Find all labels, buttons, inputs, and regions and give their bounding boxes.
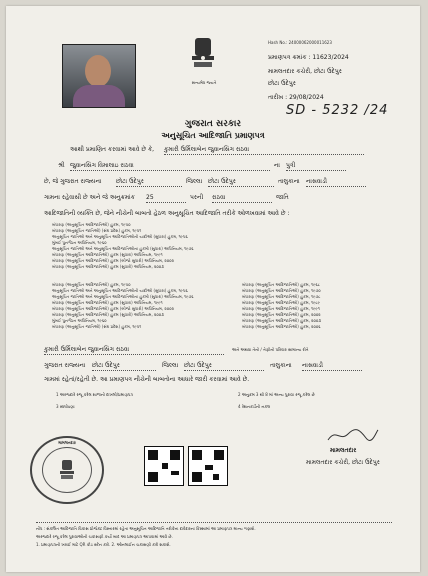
serial-prefix: ગામના રહેવાસી છે અને જે અનુક્રમાંક bbox=[44, 194, 135, 201]
list-item: બંધારણ (અનુસૂચિત આદિજાતિઓ) હુકમ, ૧૯૫૦ bbox=[52, 282, 131, 287]
stamp-text: મામલતદાર bbox=[58, 440, 76, 445]
tribe-suffix: જાતિ bbox=[276, 194, 289, 201]
basis-item: 4 રેશનકાર્ડની નકલ bbox=[238, 404, 271, 409]
family-closing: ગામમાં રહેતાં/રહેતી છે. આ પ્રમાણપત્ર નીચેની બાબતોના આધારે જારી કરવામાં આવે છે. bbox=[44, 376, 250, 383]
taluka-label: તાલુકાના bbox=[278, 178, 300, 185]
signatory-title: મામલતદાર bbox=[330, 447, 357, 454]
stamp-emblem-icon bbox=[58, 459, 76, 481]
district-label: જિલ્લા bbox=[186, 178, 203, 185]
family-district-label: જિલ્લા bbox=[162, 362, 179, 369]
list-item: બંધારણ (અનુસૂચિત આદિજાતિઓ) હુકમ, ૨૦૦૬ bbox=[242, 324, 321, 329]
state-prefix: છે, જે ગુજરાત રાજ્યના bbox=[44, 178, 102, 185]
family-taluka-label: તાલુકાના bbox=[270, 362, 292, 369]
issue-date: 29/08/2024 bbox=[289, 94, 324, 101]
cert-number-label: પ્રમાણપત્ર ક્રમાંક : bbox=[268, 54, 311, 61]
list-item: અનુસૂચિત જાતિઓ અને અનુસૂચિત આદિજાતિઓની યાદીઓ (સુધારા) હુકમ, ૧૯૫૬ bbox=[52, 234, 188, 239]
handwritten-reference: SD - 5232 /24 bbox=[286, 103, 389, 118]
list-item: બંધારણ (અનુસૂચિત જાતિઓ) (સંઘ પ્રદેશ) હુકમ, ૧૯૫૧ bbox=[52, 324, 142, 329]
cert-number-row bbox=[268, 54, 349, 62]
photo-body bbox=[73, 85, 125, 107]
list-intro: આદિજાતિની વ્યક્તિ છે, જેને નીચેની બાબતો હેઠળ અનુસૂચિત આદિજાતિ તરીકે ઓળખવામાં આવે છે : bbox=[44, 210, 290, 217]
serial-number: 25 bbox=[146, 194, 186, 203]
family-state-label: ગુજરાત રાજ્યના bbox=[44, 362, 86, 369]
applicant-photo bbox=[62, 44, 136, 108]
signature-scribble-icon bbox=[326, 426, 380, 444]
list-item: બંધારણ (અનુસૂચિત આદિજાતિઓ) હુકમ (બીજો સુધારો) અધિનિયમ, ૨૦૦૨ bbox=[52, 258, 174, 263]
footer-divider bbox=[36, 522, 392, 523]
village: નાસવાડી bbox=[306, 178, 366, 187]
list-item: બંધારણ (અનુસૂચિત આદિજાતિઓ) હુકમ (સુધારો) અધિનિયમ, ૨૦૦૩ bbox=[52, 264, 164, 269]
relation-label: ના bbox=[274, 162, 280, 169]
family-district: છોટા ઉદેપુર bbox=[184, 362, 264, 371]
list-item: બંધારણ (અનુસૂચિત જાતિઓ) (સંઘ પ્રદેશ) હુકમ, ૧૯૫૧ bbox=[52, 228, 142, 233]
left-order-list-continued bbox=[52, 282, 232, 330]
list-item: બંધારણ (અનુસૂચિત આદિજાતિઓ) હુકમ, ૧૯૭૦ bbox=[242, 288, 321, 293]
issue-date-row bbox=[268, 94, 324, 102]
footer-note: નોંધ : સંકલિત આદિજાતિ વિકાસ પ્રોજેક્ટ વિસ્તારમાં રહેતા અનુસૂચિત આદિજાતિ તરીકેના દાવેદારના કિસ્સામાં આ પ્રમાણપત્ર માન્ય ગણાશે. bbox=[36, 526, 256, 531]
list-item: અનુસૂચિત જાતિઓ અને અનુસૂચિત આદિજાતિઓના હુકમો (સુધારા) અધિનિયમ, ૧૯૭૬ bbox=[52, 246, 194, 251]
basis-item: 1 અરજદારે રજૂ કરેલ શાળાનો દાખલો/પ્રમાણપત્ર bbox=[56, 392, 133, 397]
basis-item: 2 અનુક્રમ 3 થી 8 માં અન્ય પુરાવા રજૂ કરેલ છે bbox=[238, 392, 315, 397]
left-order-list bbox=[52, 222, 232, 270]
certificate-sheet bbox=[6, 6, 420, 572]
issuer-district: છોટા ઉદેપુર bbox=[268, 80, 296, 87]
applicant-name: કુમારી ઉર્મિલાબેન જુવાનસિંગ રાઠવા bbox=[164, 146, 364, 155]
list-item: બંધારણ (અનુસૂચિત આદિજાતિઓ) હુકમ, ૨૦૦૩ bbox=[242, 318, 321, 323]
tribe: રાઠવા bbox=[212, 194, 272, 203]
list-item: અનુસૂચિત જાતિઓ અને અનુસૂચિત આદિજાતિઓની યાદીઓ (સુધારા) હુકમ, ૧૯૫૬ bbox=[52, 288, 188, 293]
taluka-place: છોટા ઉદેપુર bbox=[116, 178, 182, 187]
issuer-office: મામલતદાર કચેરી, છોટા ઉદેપુર bbox=[268, 68, 342, 75]
father-prefix: શ્રી bbox=[58, 162, 65, 169]
list-item: બંધારણ (અનુસૂચિત આદિજાતિઓ) હુકમ (સુધારા) અધિનિયમ, ૧૯૯૧ bbox=[52, 252, 163, 257]
list-item: બંધારણ (અનુસૂચિત આદિજાતિઓ) હુકમ, ૧૯૭૮ bbox=[242, 294, 321, 299]
serial-suffix: પરની bbox=[190, 194, 204, 201]
list-item: બંધારણ (અનુસૂચિત આદિજાતિઓ) હુકમ, ૧૯૫૦ bbox=[52, 222, 131, 227]
stamp-inner-ring bbox=[42, 447, 92, 493]
list-item: બંધારણ (અનુસૂચિત આદિજાતિઓ) હુકમ, ૧૯૬૮ bbox=[242, 282, 320, 287]
family-state-place: છોટા ઉદેપુર bbox=[92, 362, 156, 371]
government-title: ગુજરાત સરકાર bbox=[184, 119, 242, 129]
father-name: જુવાનસિંગ વિમાલાઇ રાઠવા bbox=[70, 162, 270, 171]
issue-date-label: તારીખ : bbox=[268, 94, 288, 101]
list-item: બંધારણ (અનુસૂચિત આદિજાતિઓ) હુકમ, ૧૯૯૧ bbox=[242, 306, 320, 311]
district: છોટા ઉદેપુર bbox=[208, 178, 274, 187]
emblem-caption: સત્યમેવ જયતે bbox=[191, 80, 217, 85]
list-item: અનુસૂચિત જાતિઓ અને અનુસૂચિત આદિજાતિઓના હુકમો (સુધારા) અધિનિયમ, ૧૯૭૬ bbox=[52, 294, 194, 299]
cert-number: 11623/2024 bbox=[312, 54, 349, 61]
list-item: બંધારણ (અનુસૂચિત આદિજાતિઓ) હુકમ (સુધારો) અધિનિયમ, ૨૦૦૩ bbox=[52, 312, 164, 317]
family-village: નાસવાડી bbox=[302, 362, 362, 371]
qr-code-icon bbox=[188, 446, 228, 486]
hash-number: Hash No.: 24000062000011623 bbox=[268, 40, 332, 45]
list-item: બંધારણ (અનુસૂચિત આદિજાતિઓ) હુકમ, ૧૯૮૯ bbox=[242, 300, 321, 305]
certify-label: આથી પ્રમાણિત કરવામાં આવે છે કે, bbox=[70, 146, 155, 153]
signatory-office: મામલતદાર કચેરી, છોટા ઉદેપુર bbox=[306, 459, 380, 466]
family-applicant-name: કુમારી ઉર્મિલાબેન જુવાનસિંગ રાઠવા bbox=[44, 346, 224, 355]
relation: પુત્રી bbox=[286, 162, 346, 171]
list-item: મુંબઈ પુનર્ગઠન અધિનિયમ, ૧૯૬૦ bbox=[52, 318, 107, 323]
state-emblem-icon bbox=[186, 36, 220, 78]
official-stamp bbox=[30, 436, 104, 504]
basis-item: 3 સ્વઘોષણા bbox=[56, 404, 75, 409]
footer-note: અરજદારે રજૂ કરેલ પુરાવાઓની ચકાસણી કર્યા બાદ આ પ્રમાણપત્ર આપવામાં આવે છે. bbox=[36, 534, 173, 539]
list-item: બંધારણ (અનુસૂચિત આદિજાતિઓ) હુકમ (સુધારા) અધિનિયમ, ૧૯૯૧ bbox=[52, 300, 163, 305]
list-item: બંધારણ (અનુસૂચિત આદિજાતિઓ) હુકમ, ૨૦૦૨ bbox=[242, 312, 321, 317]
footer-note: 1. પ્રમાણપત્રની ખરાઈ માટે QR કોડ સ્કેન કરો. 2. ઓનલાઈન ચકાસણી કરી શકાશે. bbox=[36, 542, 171, 547]
list-item: મુંબઈ પુનર્ગઠન અધિનિયમ, ૧૯૬૦ bbox=[52, 240, 107, 245]
certificate-title: અનુસૂચિત આદિજાતિ પ્રમાણપત્ર bbox=[161, 131, 265, 140]
family-suffix: અને અથવા તેનો / તેણીનો પરિવાર સામાન્ય રીતે bbox=[232, 347, 309, 352]
list-item: બંધારણ (અનુસૂચિત આદિજાતિઓ) હુકમ (બીજો સુધારો) અધિનિયમ, ૨૦૦૨ bbox=[52, 306, 174, 311]
photo-face bbox=[85, 55, 111, 87]
right-order-list bbox=[242, 282, 402, 330]
qr-code-icon bbox=[144, 446, 184, 486]
